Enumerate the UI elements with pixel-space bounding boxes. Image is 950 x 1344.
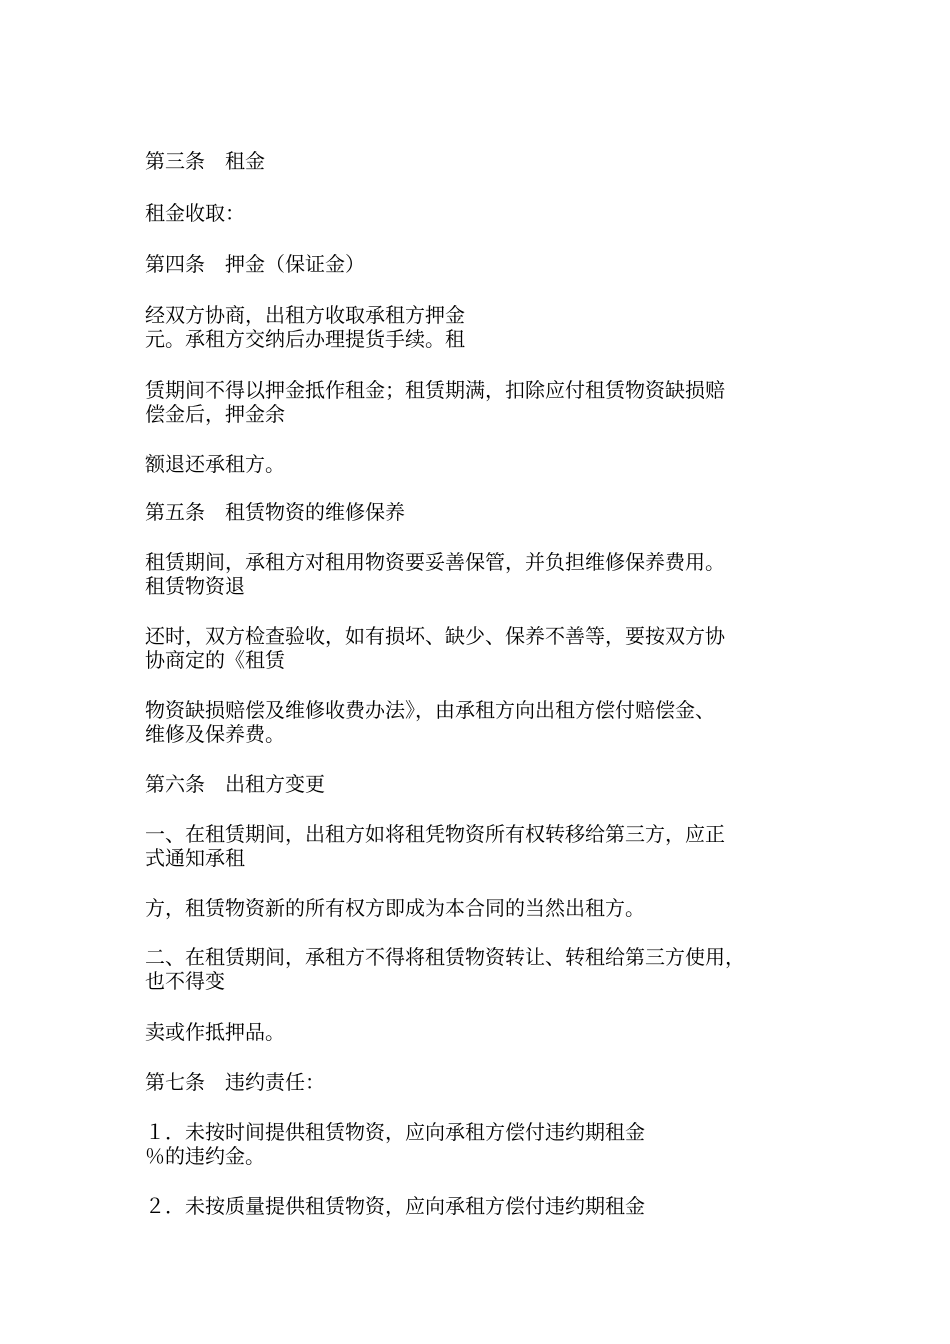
rent-collection-paragraph	[145, 201, 845, 225]
text-line: 二、在租赁期间，承租方不得将租赁物资转让、转租给第三方使用，	[145, 945, 745, 969]
text-line: 租赁期间，承租方对租用物资要妥善保管，并负担维修保养费用。	[145, 550, 725, 574]
article-6-heading	[145, 772, 845, 796]
text-line: 还时，双方检查验收，如有损坏、缺少、保养不善等，要按双方协	[145, 624, 725, 648]
article-3-heading	[145, 149, 845, 173]
deposit-paragraph	[145, 303, 845, 351]
text-line: 经双方协商，出租方收取承租方押金	[145, 303, 465, 327]
deposit-refund-paragraph	[145, 378, 845, 426]
text-line: 第七条 违约责任：	[145, 1070, 325, 1094]
inspection-paragraph	[145, 624, 845, 672]
text-line: 租赁物资退	[145, 574, 245, 598]
article-7-heading	[145, 1070, 845, 1094]
text-line: ２．未按质量提供租赁物资，应向承租方偿付违约期租金	[145, 1194, 645, 1218]
article-5-heading	[145, 500, 845, 524]
no-sublease-paragraph	[145, 945, 845, 993]
text-line: 也不得变	[145, 969, 225, 993]
text-line: 第五条 租赁物资的维修保养	[145, 500, 405, 524]
penalty-item-1	[145, 1120, 845, 1168]
text-line: 一、在租赁期间，出租方如将租凭物资所有权转移给第三方，应正	[145, 822, 725, 846]
article-4-heading	[145, 252, 845, 276]
text-line: 第四条 押金（保证金）	[145, 252, 365, 276]
text-line: 额退还承租方。	[145, 452, 285, 476]
text-line: 元。承租方交纳后办理提货手续。租	[145, 327, 465, 351]
no-sale-paragraph	[145, 1020, 845, 1044]
text-line: 协商定的《租赁	[145, 648, 285, 672]
text-line: １．未按时间提供租赁物资，应向承租方偿付违约期租金	[145, 1120, 645, 1144]
text-line: 租金收取：	[145, 201, 245, 225]
penalty-item-2	[145, 1194, 845, 1218]
text-line: 第六条 出租方变更	[145, 772, 325, 796]
new-owner-paragraph	[145, 896, 845, 920]
deposit-return-paragraph	[145, 452, 845, 476]
text-line: 方，租赁物资新的所有权方即成为本合同的当然出租方。	[145, 896, 645, 920]
text-line: 卖或作抵押品。	[145, 1020, 285, 1044]
text-line: 第三条 租金	[145, 149, 265, 173]
text-line: 偿金后，押金余	[145, 402, 285, 426]
text-line: ％的违约金。	[145, 1144, 265, 1168]
text-line: 式通知承租	[145, 846, 245, 870]
ownership-transfer-paragraph	[145, 822, 845, 870]
text-line: 维修及保养费。	[145, 722, 285, 746]
compensation-paragraph	[145, 698, 845, 746]
text-line: 赁期间不得以押金抵作租金；租赁期满，扣除应付租赁物资缺损赔	[145, 378, 725, 402]
text-line: 物资缺损赔偿及维修收费办法》，由承租方向出租方偿付赔偿金、	[145, 698, 715, 722]
maintenance-paragraph	[145, 550, 845, 598]
